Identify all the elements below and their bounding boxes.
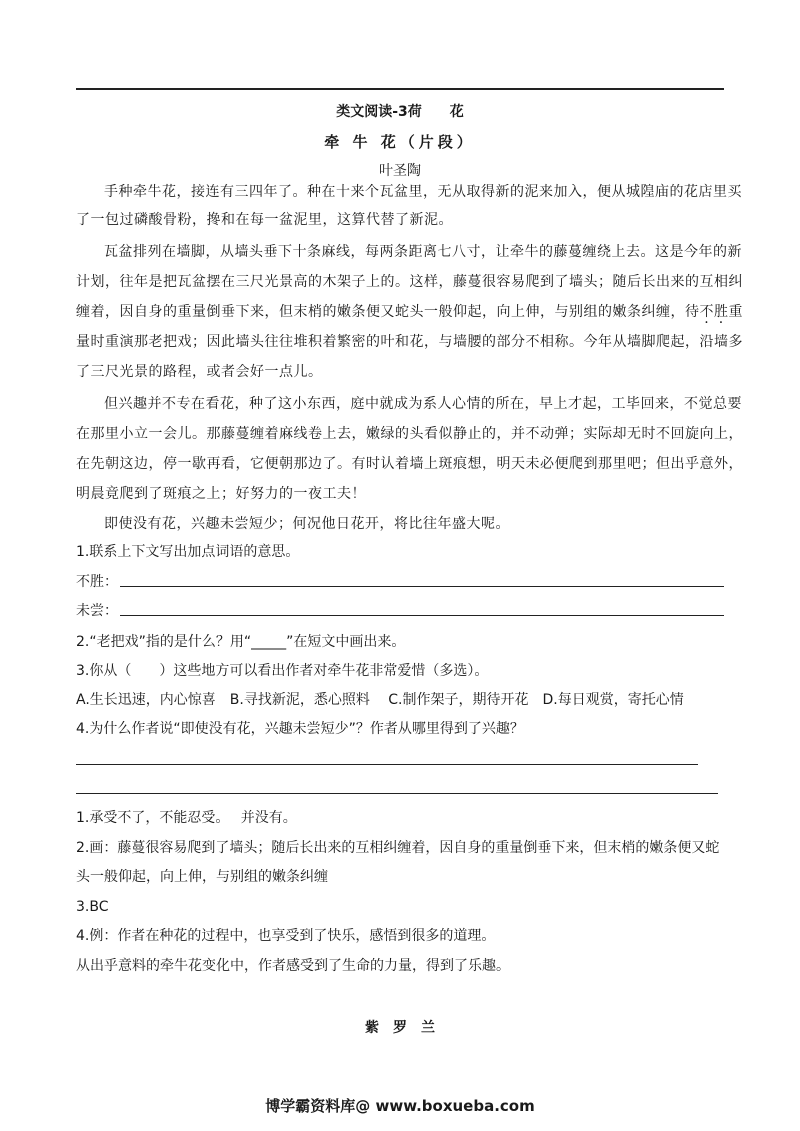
question-1: 1.联系上下文写出加点词语的意思。	[76, 544, 300, 560]
passage-line: 在那里小立一会儿。那藤蔓缠着麻线卷上去，嫩绿的头看似静止的，并不动弹；实际却无时不回旋向上，	[76, 426, 743, 442]
answer-blank-buzheng[interactable]	[120, 586, 724, 587]
question-3-options: A.生长迅速，内心惊喜 B.寻找新泥，悉心照料 C.制作架子，期待开花 D.每日观赏，寄托心情	[76, 692, 684, 708]
answer-3: 3.BC	[76, 899, 109, 915]
passage-title: 牵 牛 花（片段）	[324, 133, 476, 151]
passage-author: 叶圣陶	[379, 163, 421, 179]
top-rule	[76, 88, 724, 90]
answer-line[interactable]	[76, 764, 698, 765]
dotted-word-char: 胜	[714, 304, 729, 320]
next-section-title: 紫 罗 兰	[365, 1020, 435, 1036]
passage-line	[76, 302, 743, 322]
question-3: 3.你从（ ）这些地方可以看出作者对牵牛花非常爱惜（多选）。	[76, 663, 489, 679]
footer-watermark: 博学霸资料库@ www.boxueba.com	[265, 1097, 535, 1115]
passage-line: 量时重演那老把戏；因此墙头往往堆积着繁密的叶和花，与墙腰的部分不相称。今年从墙脚爬起，沿墙多	[76, 334, 743, 350]
answer-4-line: 从出乎意料的牵牛花变化中，作者感受到了生命的力量，得到了乐趣。	[76, 958, 510, 974]
passage-line: 在先朝这边，停一歇再看，它便朝那边了。有时认着墙上斑痕想，明天未必便爬到那里吧；但出乎意外，	[76, 456, 743, 472]
dotted-word-char: 不	[699, 304, 714, 320]
passage-line: 计划，往年是把瓦盆摆在三尺光景高的木架子上的。这样，藤蔓很容易爬到了墙头；随后长出来的互相纠	[76, 274, 743, 290]
answer-line[interactable]	[76, 793, 718, 794]
answer-4-line: 4.例：作者在种花的过程中，也享受到了快乐，感悟到很多的道理。	[76, 928, 496, 944]
answer-1: 1.承受不了，不能忍受。 并没有。	[76, 810, 297, 826]
passage-line: 瓦盆排列在墙脚，从墙头垂下十条麻线，每两条距离七八寸，让牵牛的藤蔓缠绕上去。这是今年的新	[104, 244, 742, 260]
answer-2-line: 2.画：藤蔓很容易爬到了墙头；随后长出来的互相纠缠着，因自身的重量倒垂下来，但末梢的嫩条便又蛇	[76, 840, 720, 856]
passage-line: 即使没有花，兴趣未尝短少；何况他日花开，将比往年盛大呢。	[104, 516, 510, 532]
passage-text: 缠着，因自身的重量倒垂下来，但末梢的嫩条便又蛇头一般仰起，向上伸，与别组的嫩条纠缠，待	[76, 304, 700, 320]
passage-line: 手种牵牛花，接连有三四年了。种在十来个瓦盆里，无从取得新的泥来加入，便从城隍庙的花店里买	[104, 184, 742, 200]
q1-b-label: 未尝：	[76, 603, 118, 619]
answer-2-line: 头一般仰起，向上伸，与别组的嫩条纠缠	[76, 869, 328, 885]
passage-line: 但兴趣并不专在看花，种了这小东西，庭中就成为系人心情的所在，早上才起，工毕回来，不觉总要	[104, 396, 742, 412]
passage-text: 重	[728, 304, 743, 320]
passage-line: 了三尺光景的路程，或者会好一点儿。	[76, 364, 323, 380]
passage-line: 明晨竟爬到了斑痕之上；好努力的一夜工夫！	[76, 486, 366, 502]
question-4: 4.为什么作者说“即使没有花，兴趣未尝短少”？作者从哪里得到了兴趣？	[76, 721, 524, 737]
q1-a-label: 不胜：	[76, 574, 118, 590]
question-2: 2.“老把戏”指的是什么？用“_____”在短文中画出来。	[76, 634, 406, 650]
page-title: 类文阅读-3荷 花	[336, 104, 464, 120]
answer-blank-weichang[interactable]	[120, 615, 724, 616]
passage-line: 了一包过磷酸骨粉，搀和在每一盆泥里，这算代替了新泥。	[76, 212, 453, 228]
